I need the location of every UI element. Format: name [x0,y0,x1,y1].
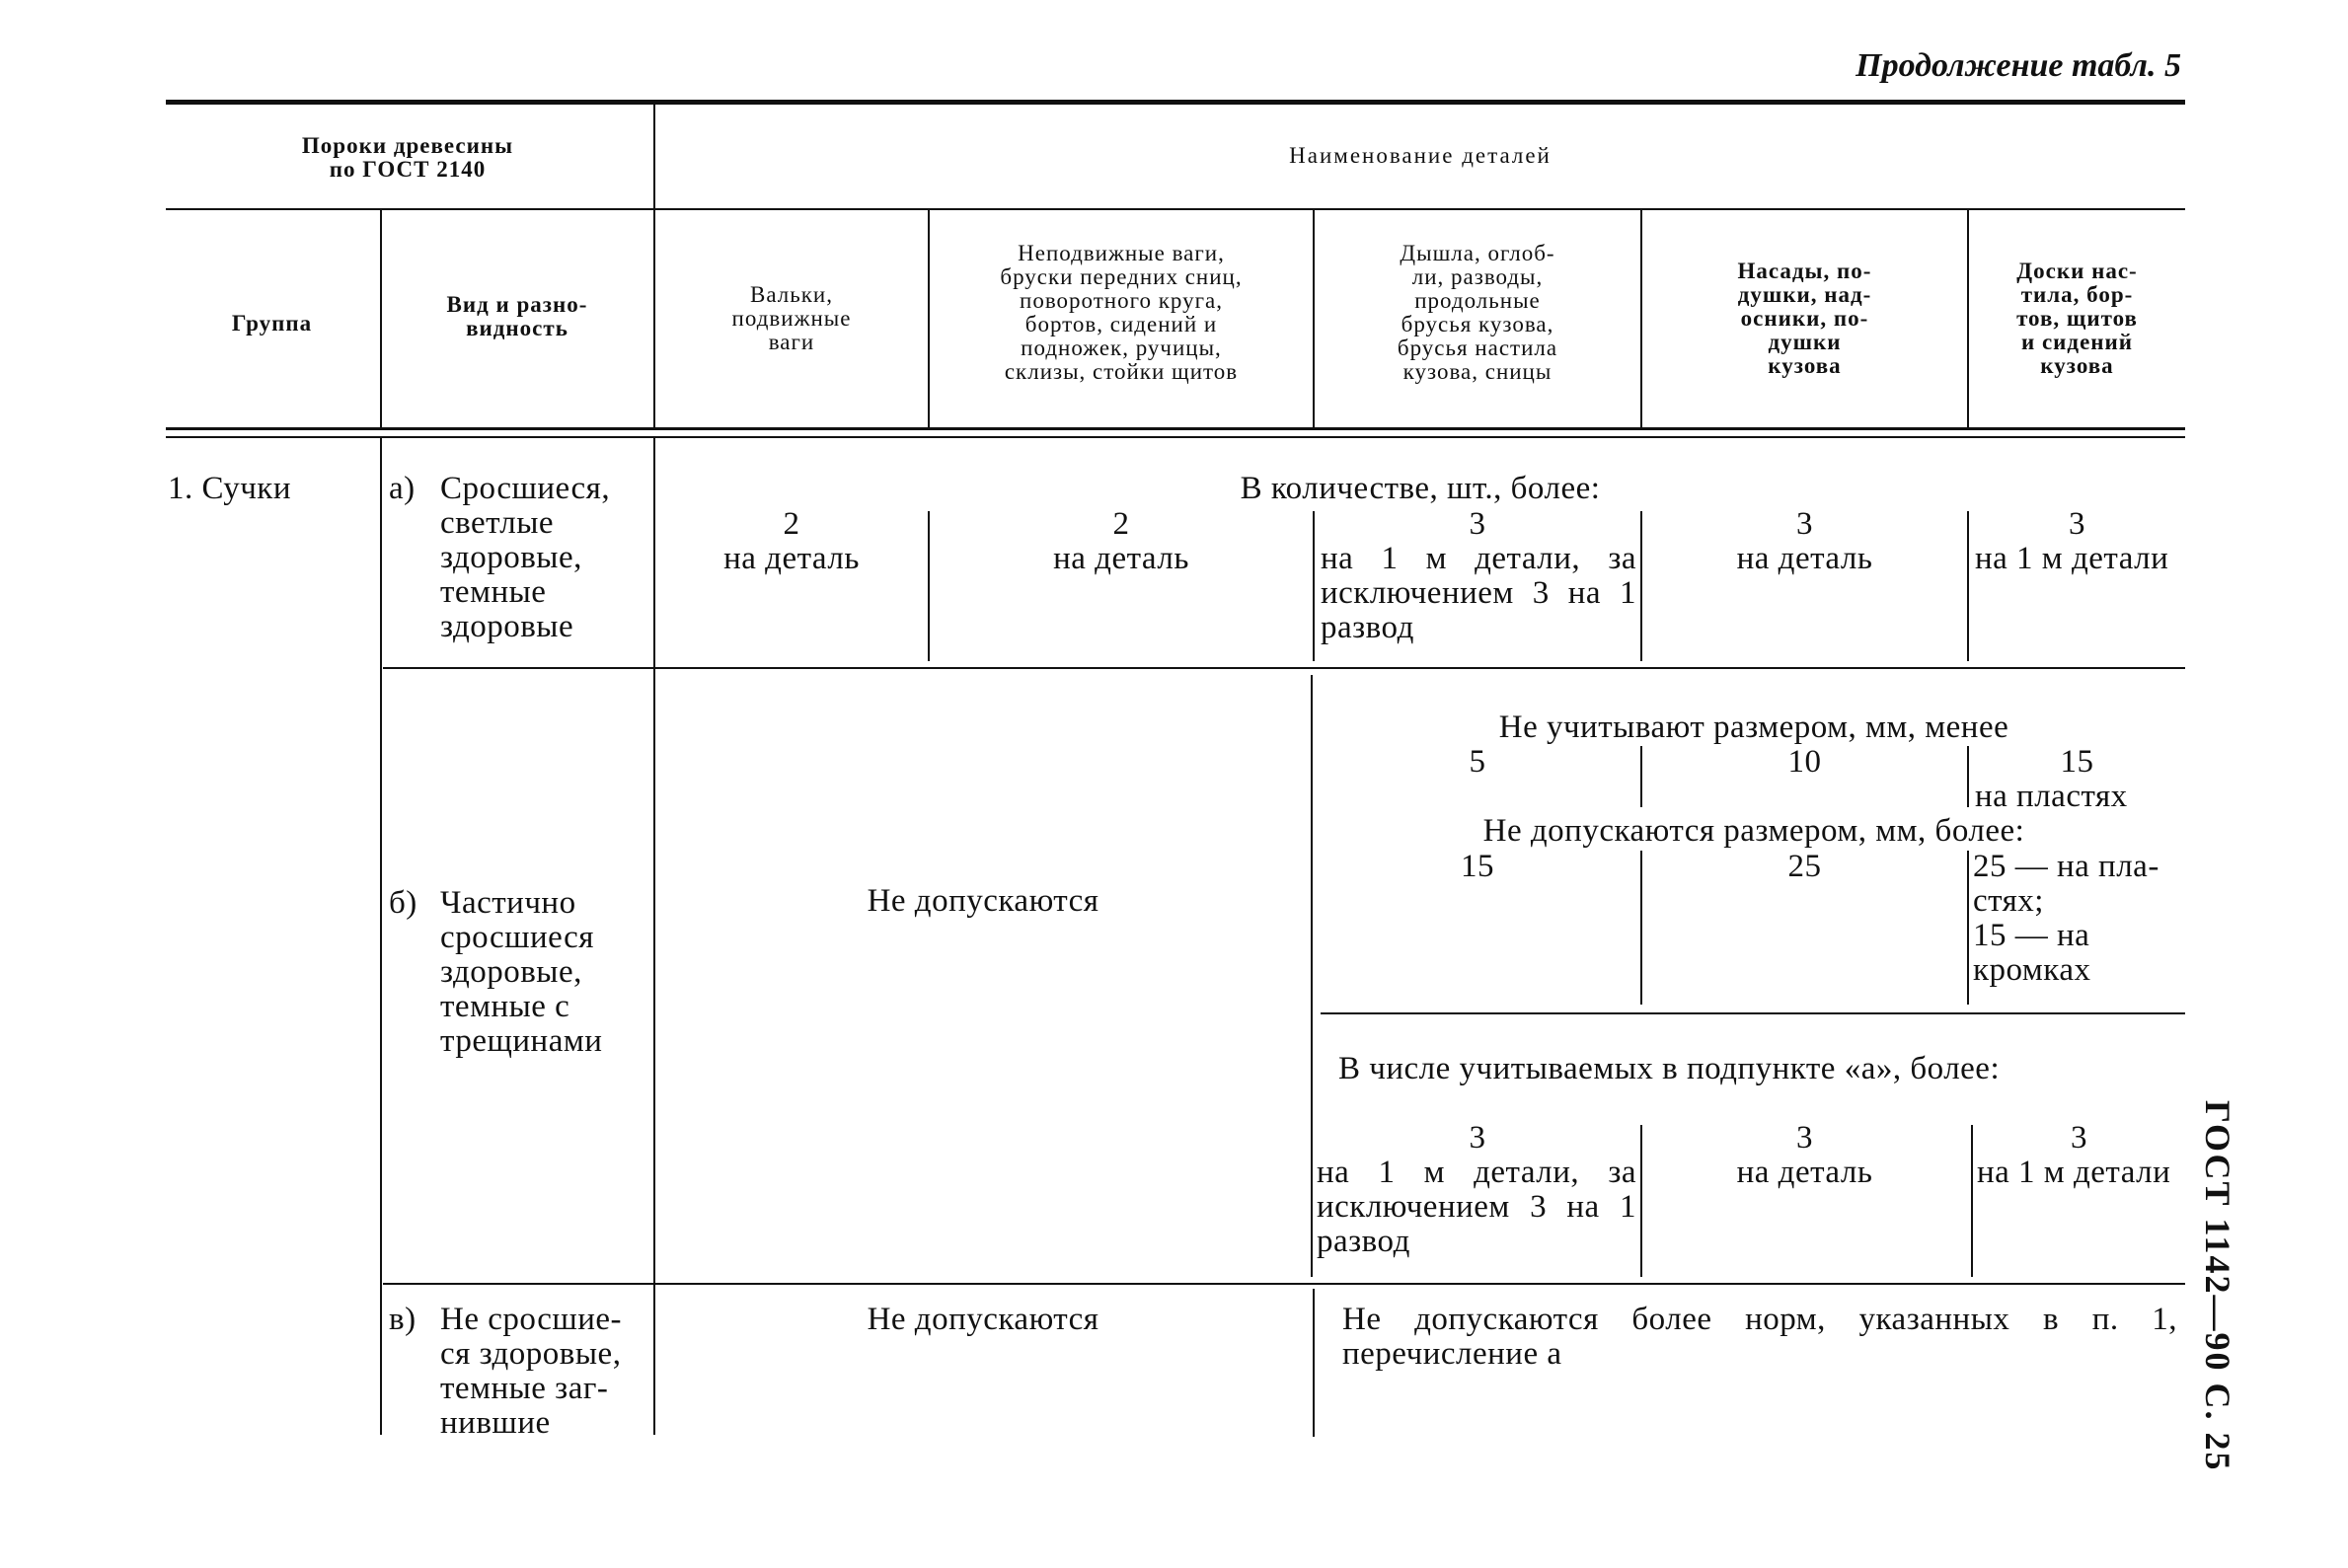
row-b-among-title: В числе учитываемых в подпункте «а», более: [1338,1051,2001,1086]
row-v-kind: Не сросшие- ся здоровые, темные заг- нившие [440,1302,623,1441]
row-a-c1-unit: на деталь [723,541,860,576]
row-b-among-c3-unit: на 1 м детали, за исключением 3 на 1 развод [1317,1155,1636,1259]
row-a-c1-num: 2 [783,506,800,542]
b-vline-c3 [1311,675,1313,1277]
row-b-inner-rule [1321,1012,2185,1014]
row-a-c2-num: 2 [1112,506,1130,542]
header-col-1: Вальки, подвижные ваги [731,282,852,354]
row-b-forbid-c5-c: 15 — на [1973,918,2090,953]
row-b-forbid-title: Не допускаются размером, мм, более: [1482,813,2025,849]
header-kind: Вид и разно- видность [446,292,588,340]
row-v-norm-text: Не допускаются более норм, указанных в п. 1, перечисление а [1342,1302,2177,1372]
row-a-kind: Сросшиеся, светлые здоровые, темные здоровые [440,471,611,644]
row-b-among-c3-num: 3 [1469,1120,1486,1156]
header-mid-rule [166,208,2185,210]
header-bottom-rule-1 [166,427,2185,430]
row-a-c3-unit: на 1 м детали, за исключением 3 на 1 развод [1321,541,1636,645]
side-label-text: ГОСТ 1142—90 С. 25 [2198,1100,2237,1472]
header-defects: Пороки древесины по ГОСТ 2140 [301,133,514,182]
row-a-label: а) [389,471,416,506]
v-vline-c3 [1313,1289,1315,1437]
row-b-forbid-c5-b: стях; [1973,883,2044,919]
row-b-label: б) [389,885,417,921]
b-vline-c5-forbid [1967,851,1969,1005]
row-b-ignore-c5-note: на пластях [1975,779,2128,814]
hdr-vline-group [380,210,382,427]
row-b-kind: Частично сросшиеся здоровые, темные с трещинами [440,885,603,1059]
body-vline-group [380,438,382,1435]
continuation-label: Продолжение табл. 5 [1856,47,2181,84]
row-v-not-allowed: Не допускаются [867,1302,1099,1337]
row-a-c5-num: 3 [2069,506,2085,542]
body-vline-kind [653,438,655,1435]
table-top-rule [166,100,2185,105]
row-b-not-allowed: Не допускаются [867,883,1099,919]
row-b-ignore-title: Не учитывают размером, мм, менее [1498,709,2009,745]
row-a-c2-unit: на деталь [1053,541,1189,576]
header-col-3: Дышла, оглоб- ли, разводы, продольные брусья кузова, брусья настила кузова, сницы [1397,241,1558,384]
row-b-forbid-c5-a: 25 — на пла- [1973,849,2159,884]
row-b-forbid-c4: 25 [1787,849,1822,884]
row-b-among-c4-num: 3 [1796,1120,1813,1156]
group-name: 1. Сучки [168,471,291,506]
row-b-among-c4-unit: на деталь [1736,1155,1873,1190]
header-col-2: Неподвижные ваги, бруски передних сниц, поворотного круга, бортов, сидений и подножек, ручицы, склизы, стойки щитов [1000,241,1243,384]
row-a-c4-unit: на деталь [1736,541,1873,576]
row-a-span-text: В количестве, шт., более: [1240,471,1601,506]
header-bottom-rule-2 [166,436,2185,438]
header-group: Группа [231,311,313,336]
row-b-among-c5-num: 3 [2071,1120,2087,1156]
row-b-ignore-c4: 10 [1787,744,1822,780]
row-a-c3-num: 3 [1469,506,1486,542]
row-a-c5-unit: на 1 м детали [1975,541,2169,576]
header-col-4: Насады, по- душки, над- осники, по- душки кузова [1737,259,1872,378]
header-parts: Наименование деталей [1289,143,1552,168]
row-b-ignore-c3: 5 [1469,744,1486,780]
side-standard-label [2195,1100,2238,1472]
row-b-among-c5-unit: на 1 м детали [1977,1155,2171,1190]
row-b-forbid-c3: 15 [1461,849,1494,884]
row-a-c4-num: 3 [1796,506,1813,542]
row-v-label: в) [389,1302,417,1337]
header-col-5: Доски нас- тила, бор- тов, щитов и сидений кузова [2016,259,2138,378]
row-b-forbid-c5-d: кромках [1973,952,2091,988]
row-b-ignore-c5: 15 [2060,744,2094,780]
